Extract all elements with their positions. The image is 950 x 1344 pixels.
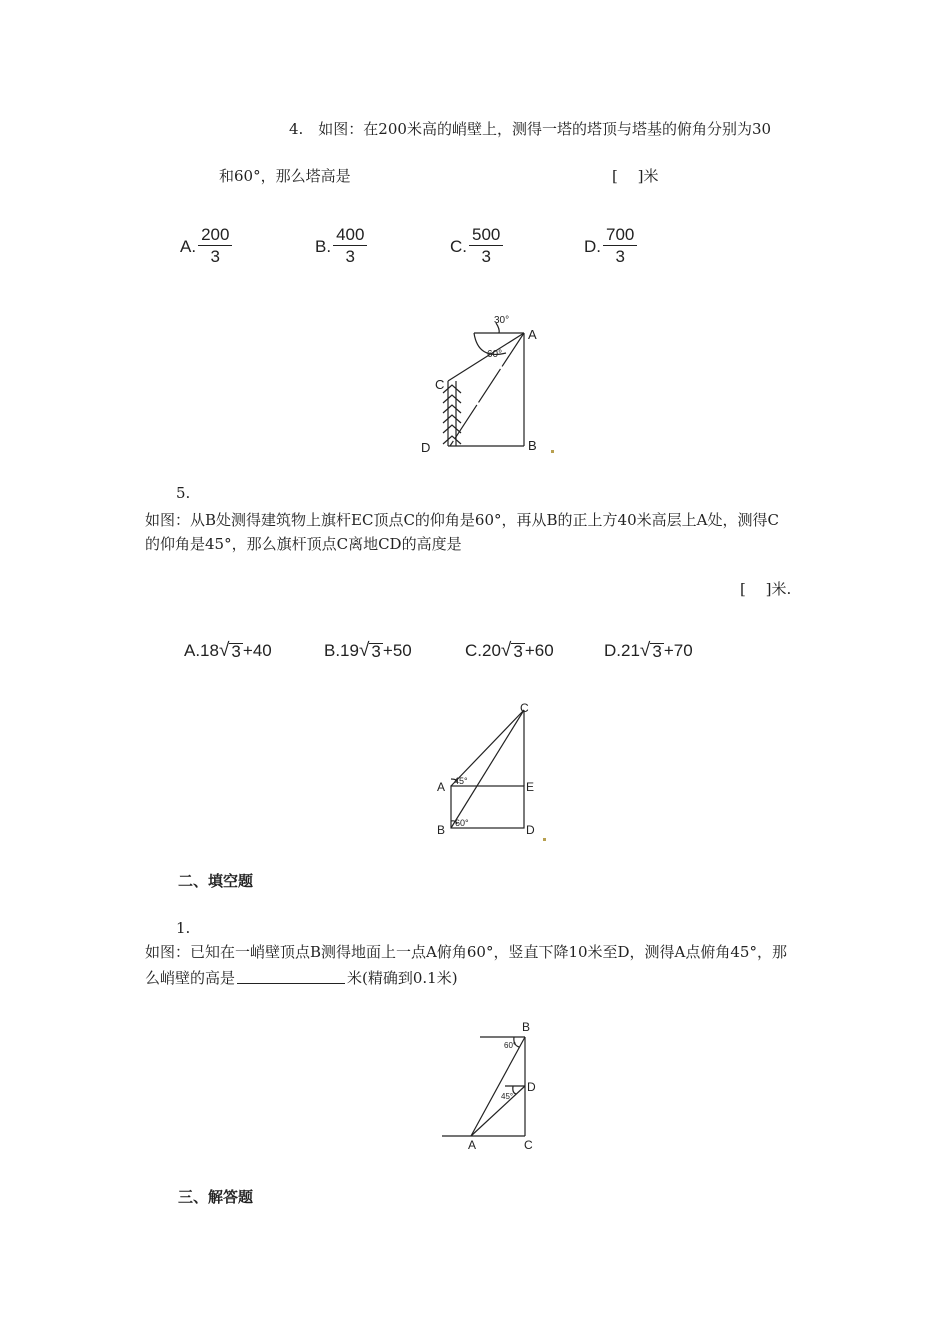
option-prefix: B.19 <box>324 641 359 660</box>
option-prefix: D.21 <box>604 641 640 660</box>
option-prefix: C. <box>450 236 467 256</box>
option-suffix: +60 <box>524 641 554 660</box>
radicand: 3 <box>231 641 241 661</box>
tower-pattern <box>443 385 461 444</box>
q5-option-d <box>604 640 693 662</box>
option-prefix: C.20 <box>465 641 501 660</box>
point-c-label: C <box>520 701 529 715</box>
sight-line-ac <box>451 710 524 786</box>
option-prefix: B. <box>315 236 332 256</box>
point-b-label: B <box>528 438 537 453</box>
section-title-solution: 三、解答题 <box>178 1188 254 1206</box>
point-b-label: B <box>522 1020 531 1034</box>
fraction <box>333 225 367 268</box>
option-prefix: D. <box>584 236 601 256</box>
numerator: 700 <box>603 225 637 246</box>
stray-dot <box>543 838 546 841</box>
point-a-label: A <box>437 780 446 794</box>
angle-label-45: 45° <box>454 776 468 786</box>
q4-answer-bracket: [ ]米 <box>612 167 659 185</box>
denominator: 3 <box>210 247 220 266</box>
angle-arc-45 <box>513 1086 516 1094</box>
answer-blank[interactable] <box>237 968 345 984</box>
f1-line2 <box>145 968 458 988</box>
point-e-label: E <box>526 780 535 794</box>
radicand: 3 <box>513 641 523 661</box>
q4-option-c <box>450 225 503 268</box>
f1-line2-unit: 米(精确到0.1米) <box>347 969 458 987</box>
numerator: 200 <box>198 225 232 246</box>
angle-label-60: 60° <box>487 349 503 360</box>
radical-sign: √ <box>639 640 651 661</box>
q4-option-a <box>180 225 232 268</box>
option-prefix: A.18 <box>184 641 219 660</box>
denominator: 3 <box>345 247 355 266</box>
q4-option-b <box>315 225 367 268</box>
q4-line2: 和60°，那么塔高是 <box>219 167 351 185</box>
fraction <box>603 225 637 268</box>
point-d-label: D <box>527 1080 536 1094</box>
option-suffix: +50 <box>382 641 412 660</box>
radicand: 3 <box>652 641 662 661</box>
option-suffix: +70 <box>663 641 693 660</box>
sight-line-bc <box>451 710 524 828</box>
q5-answer-bracket: [ ]米. <box>740 580 792 598</box>
point-d-label: D <box>421 440 431 455</box>
q5-option-c <box>465 640 554 662</box>
q5-option-b <box>324 640 412 662</box>
radical-sign: √ <box>358 640 370 661</box>
denominator: 3 <box>481 247 491 266</box>
numerator: 500 <box>469 225 503 246</box>
f1-figure <box>440 1015 545 1155</box>
fraction <box>469 225 503 268</box>
f1-line2-text: 么峭壁的高是 <box>145 969 236 987</box>
point-c-label: C <box>435 377 445 392</box>
sight-line-da <box>471 1086 525 1136</box>
angle-label-30: 30° <box>494 315 510 326</box>
q4-line1: 4. 如图：在200米高的峭壁上，测得一塔的塔顶与塔基的俯角分别为30 <box>289 120 772 138</box>
point-a-label: A <box>468 1138 477 1152</box>
q4-figure <box>410 305 550 460</box>
radical-sign: √ <box>218 640 230 661</box>
point-d-label: D <box>526 823 535 837</box>
fraction <box>198 225 232 268</box>
denominator: 3 <box>615 247 625 266</box>
point-c-label: C <box>524 1138 533 1152</box>
f1-number: 1. <box>176 919 191 937</box>
angle-label-45: 45° <box>501 1092 514 1101</box>
sight-line-ac <box>448 333 524 381</box>
angle-label-60: 60° <box>504 1041 517 1050</box>
q4-option-d <box>584 225 637 268</box>
point-b-label: B <box>437 823 446 837</box>
q5-option-a <box>184 640 272 662</box>
radical-sign: √ <box>500 640 512 661</box>
option-suffix: +40 <box>242 641 272 660</box>
stray-dot <box>551 450 554 453</box>
angle-label-60: 60° <box>455 818 469 828</box>
numerator: 400 <box>333 225 367 246</box>
option-prefix: A. <box>180 236 197 256</box>
section-title-fill-in: 二、填空题 <box>178 872 254 890</box>
f1-line1: 如图：已知在一峭壁顶点B测得地面上一点A俯角60°，竖直下降10米至D，测得A点俯角45°，那 <box>145 943 787 961</box>
q5-line1: 如图：从B处测得建筑物上旗杆EC顶点C的仰角是60°，再从B的正上方40米高层上A处，测得C <box>145 511 779 529</box>
point-a-label: A <box>528 327 537 342</box>
q5-number: 5. <box>176 484 191 502</box>
radicand: 3 <box>371 641 381 661</box>
q5-line2: 的仰角是45°，那么旗杆顶点C离地CD的高度是 <box>145 535 462 553</box>
q5-figure <box>430 695 555 845</box>
